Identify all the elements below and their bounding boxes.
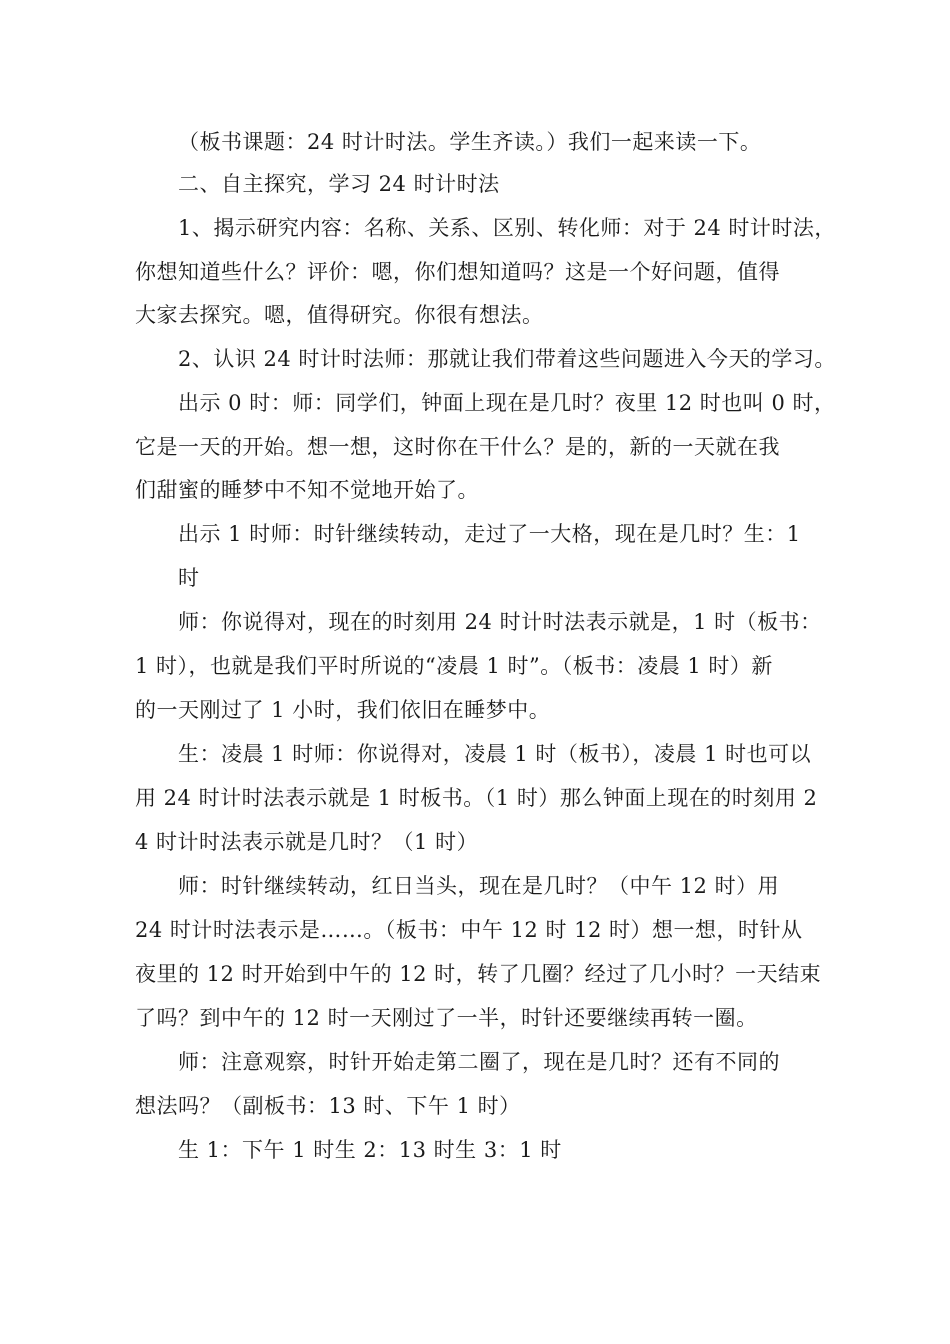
text-line-18: 师：时针继续转动，红日当头，现在是几时？（中午 12 时）用 bbox=[178, 874, 780, 898]
text-line-16: 用 24 时计时法表示就是 1 时板书。（1 时）那么钟面上现在的时刻用 2 bbox=[135, 786, 818, 810]
text-line-3: 1、揭示研究内容：名称、关系、区别、转化师：对于 24 时计时法， bbox=[178, 216, 836, 240]
text-line-8: 它是一天的开始。想一想，这时你在干什么？是的，新的一天就在我 bbox=[135, 435, 780, 459]
text-line-12: 师：你说得对，现在的时刻用 24 时计时法表示就是，1 时（板书： bbox=[178, 610, 822, 634]
text-line-5: 大家去探究。嗯，值得研究。你很有想法。 bbox=[135, 303, 544, 327]
text-line-14: 的一天刚过了 1 小时，我们依旧在睡梦中。 bbox=[135, 698, 551, 722]
text-line-9: 们甜蜜的睡梦中不知不觉地开始了。 bbox=[135, 478, 479, 502]
text-line-1: （板书课题：24 时计时法。学生齐读。）我们一起来读一下。 bbox=[178, 130, 762, 154]
text-line-17: 4 时计时法表示就是几时？（1 时） bbox=[135, 830, 479, 854]
text-line-24: 生 1：下午 1 时生 2：13 时生 3：1 时 bbox=[178, 1138, 562, 1162]
text-line-7: 出示 0 时：师：同学们，钟面上现在是几时？夜里 12 时也叫 0 时， bbox=[178, 391, 836, 415]
text-line-23: 想法吗？（副板书：13 时、下午 1 时） bbox=[135, 1094, 521, 1118]
text-line-11: 时 bbox=[178, 566, 200, 590]
section-heading: 二、自主探究，学习 24 时计时法 bbox=[178, 172, 500, 196]
text-line-13: 1 时），也就是我们平时所说的“凌晨 1 时”。（板书：凌晨 1 时）新 bbox=[135, 654, 773, 678]
text-line-6: 2、认识 24 时计时法师：那就让我们带着这些问题进入今天的学习。 bbox=[178, 347, 836, 371]
text-line-15: 生：凌晨 1 时师：你说得对，凌晨 1 时（板书），凌晨 1 时也可以 bbox=[178, 742, 812, 766]
text-line-4: 你想知道些什么？评价：嗯，你们想知道吗？这是一个好问题，值得 bbox=[135, 260, 780, 284]
text-line-21: 了吗？到中午的 12 时一天刚过了一半，时针还要继续再转一圈。 bbox=[135, 1006, 758, 1030]
text-line-10: 出示 1 时师：时针继续转动，走过了一大格，现在是几时？生：1 bbox=[178, 522, 801, 546]
text-line-19: 24 时计时法表示是……。（板书：中午 12 时 12 时）想一想，时针从 bbox=[135, 918, 803, 942]
text-line-20: 夜里的 12 时开始到中午的 12 时，转了几圈？经过了几小时？一天结束 bbox=[135, 962, 822, 986]
text-line-22: 师：注意观察，时针开始走第二圈了，现在是几时？还有不同的 bbox=[178, 1050, 780, 1074]
